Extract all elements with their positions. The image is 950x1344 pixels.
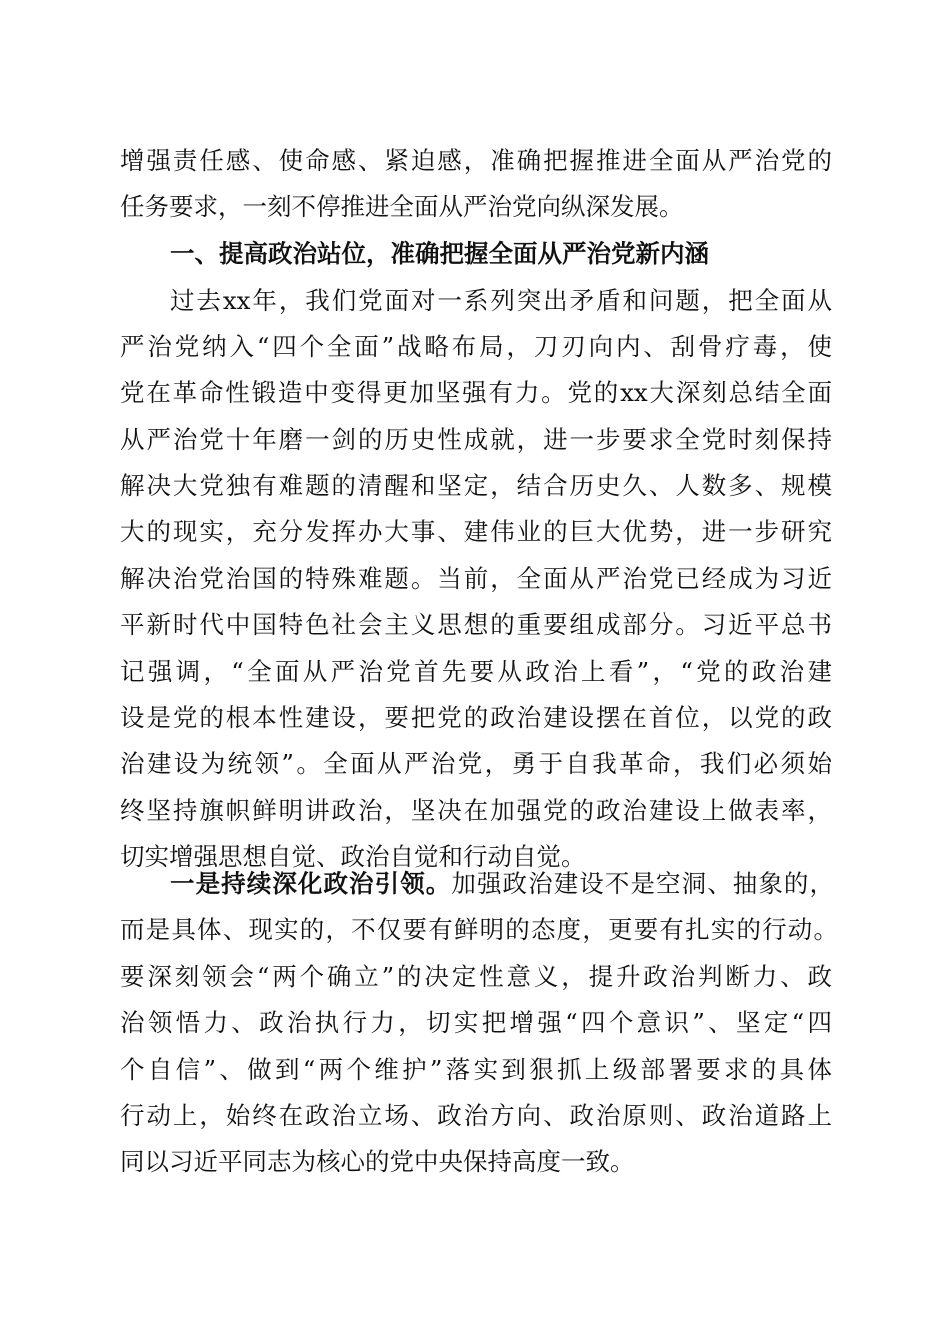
para2-line-7: 同以习近平同志为核心的党中央保持高度一致。 — [120, 1147, 635, 1176]
para2-line-1 — [170, 866, 834, 902]
para2-line-6: 行动上，始终在政治立场、政治方向、政治原则、政治道路上 — [120, 1101, 832, 1130]
para2-line-2: 而是具体、现实的，不仅要有鲜明的态度，更要有扎实的行动。 — [120, 915, 838, 944]
para1-line-10: 设是党的根本性建设，要把党的政治建设摆在首位，以党的政 — [120, 703, 832, 732]
para1-line-4: 从严治党十年磨一剑的历史性成就，进一步要求全党时刻保持 — [120, 425, 832, 454]
para1-line-7: 解决治党治国的特殊难题。当前，全面从严治党已经成为习近 — [120, 564, 832, 593]
para1-line-1: 过去xx年，我们党面对一系列突出矛盾和问题，把全面从 — [170, 286, 832, 315]
para1-line-6: 大的现实，充分发挥办大事、建伟业的巨大优势，进一步研究 — [120, 517, 832, 546]
para2-line-4: 治领悟力、政治执行力，切实把增强“四个意识”、坚定“四 — [120, 1008, 832, 1037]
para1-line-8: 平新时代中国特色社会主义思想的重要组成部分。习近平总书 — [120, 610, 832, 639]
para2-line-5: 个自信”、做到“两个维护”落实到狠抓上级部署要求的具体 — [120, 1055, 832, 1084]
section-heading: 一、提高政治站位，准确把握全面从严治党新内涵 — [170, 239, 709, 268]
para1-line-5: 解决大党独有难题的清醒和坚定，结合历史久、人数多、规模 — [120, 471, 832, 500]
intro-line-2: 任务要求，一刻不停推进全面从严治党向纵深发展。 — [120, 192, 684, 221]
para1-line-2: 严治党纳入“四个全面”战略布局，刀刃向内、刮骨疗毒，使 — [120, 332, 832, 361]
para2-line-3: 要深刻领会“两个确立”的决定性意义，提升政治判断力、政 — [120, 962, 832, 991]
para1-line-11: 治建设为统领”。全面从严治党，勇于自我革命，我们必须始 — [120, 749, 832, 778]
para1-line-3: 党在革命性锻造中变得更加坚强有力。党的xx大深刻总结全面 — [120, 378, 832, 407]
para1-line-13: 切实增强思想自觉、政治自觉和行动自觉。 — [120, 842, 586, 871]
para1-line-9: 记强调，“全面从严治党首先要从政治上看”，“党的政治建 — [120, 657, 832, 686]
para2-lead-text: 一是持续深化政治引领。 — [170, 869, 452, 898]
intro-line-1: 增强责任感、使命感、紧迫感，准确把握推进全面从严治党的 — [120, 146, 832, 175]
para1-line-12: 终坚持旗帜鲜明讲政治，坚决在加强党的政治建设上做表率， — [120, 796, 832, 825]
para2-line-1-rest: 加强政治建设不是空洞、抽象的， — [451, 869, 834, 898]
